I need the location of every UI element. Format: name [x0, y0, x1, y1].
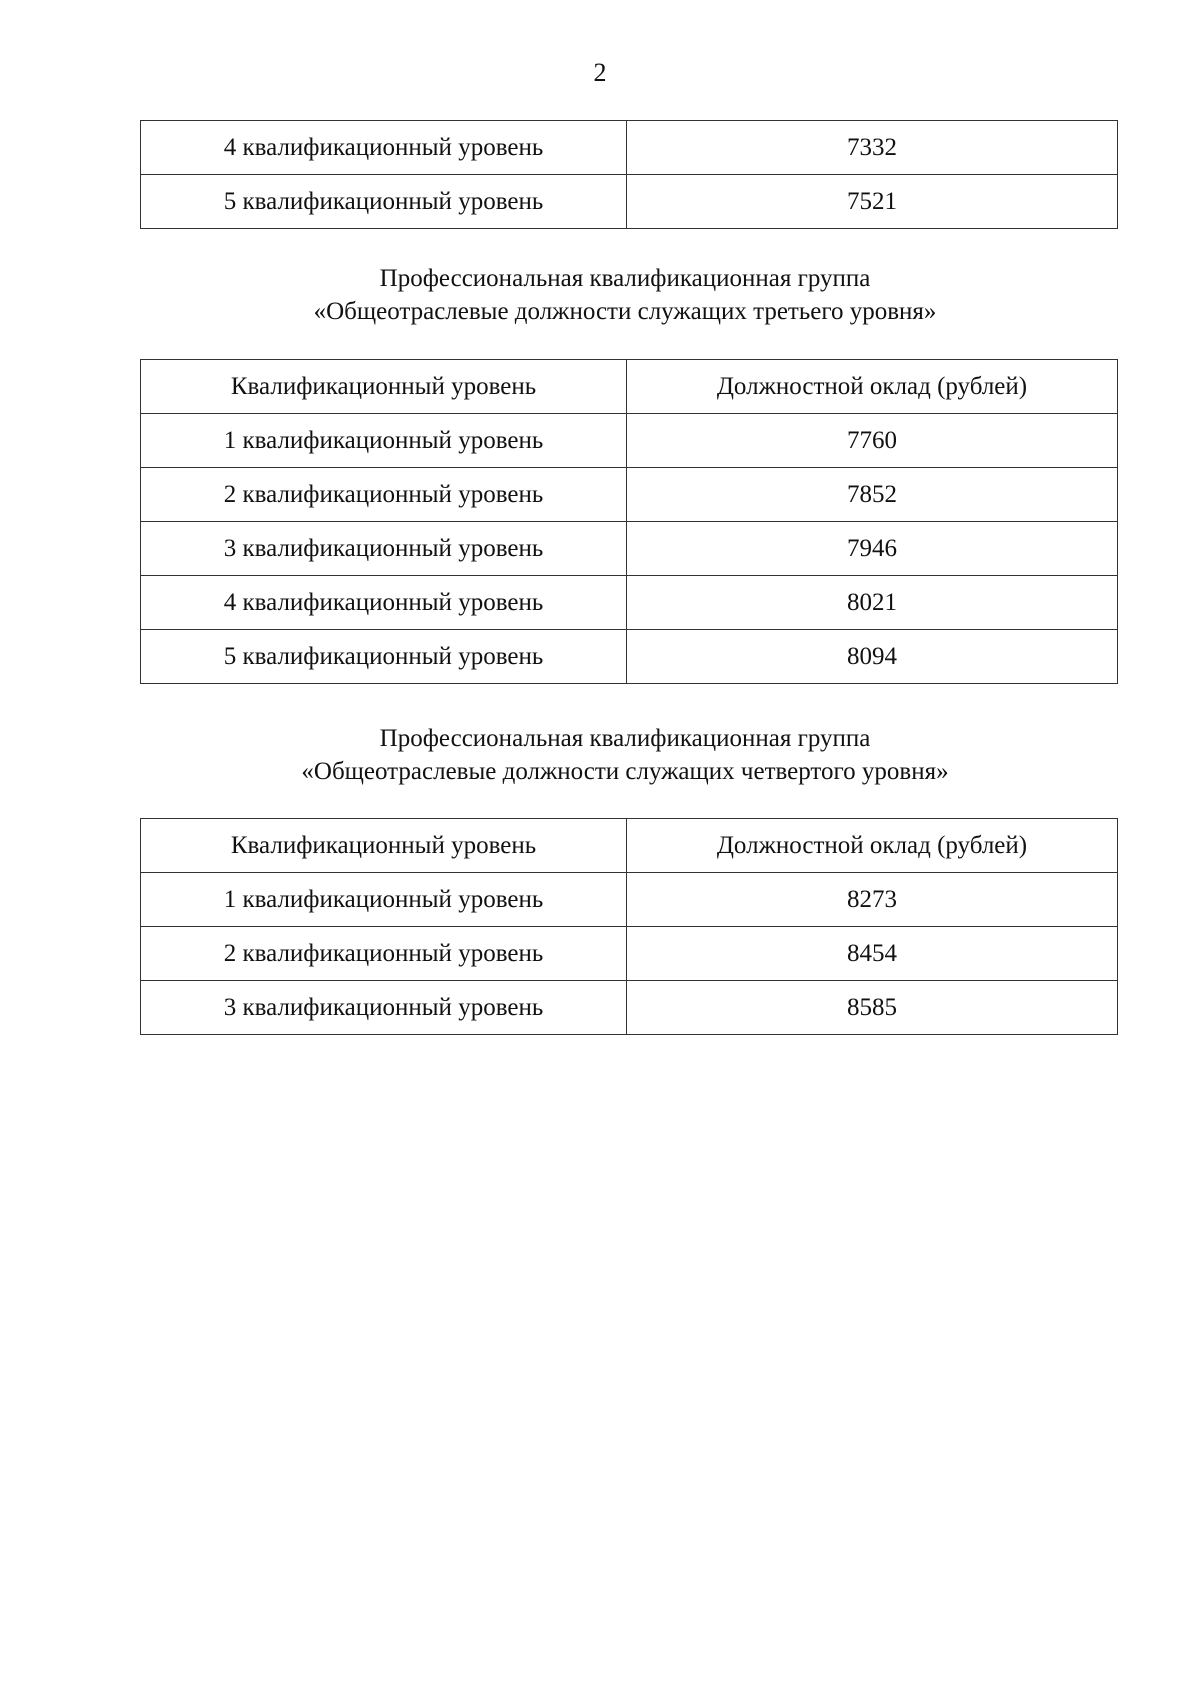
table-row — [141, 121, 1118, 175]
salary-table-continued — [140, 120, 1118, 229]
salary-cell: 7521 — [627, 175, 1118, 229]
table-row — [141, 576, 1118, 630]
salary-cell: 8273 — [627, 873, 1118, 927]
column-header-salary: Должностной оклад (рублей) — [627, 360, 1118, 414]
group-heading-line: «Общеотраслевые должности служащих третьего уровня» — [313, 298, 937, 325]
group-heading-line: Профессиональная квалификационная группа — [379, 265, 871, 292]
level-cell: 1 квалификационный уровень — [141, 873, 627, 927]
salary-table-third — [140, 359, 1118, 684]
salary-cell: 8454 — [627, 927, 1118, 981]
table-header-row — [141, 819, 1118, 873]
level-cell: 5 квалификационный уровень — [141, 175, 627, 229]
level-cell: 5 квалификационный уровень — [141, 630, 627, 684]
table-row — [141, 468, 1118, 522]
level-cell: 2 квалификационный уровень — [141, 927, 627, 981]
level-cell: 4 квалификационный уровень — [141, 121, 627, 175]
level-cell: 4 квалификационный уровень — [141, 576, 627, 630]
salary-cell: 7946 — [627, 522, 1118, 576]
salary-cell: 7852 — [627, 468, 1118, 522]
level-cell: 1 квалификационный уровень — [141, 414, 627, 468]
column-header-salary: Должностной оклад (рублей) — [627, 819, 1118, 873]
level-cell: 3 квалификационный уровень — [141, 522, 627, 576]
page-number: 2 — [593, 58, 607, 87]
column-header-level: Квалификационный уровень — [141, 360, 627, 414]
table-row — [141, 927, 1118, 981]
group-heading-line: «Общеотраслевые должности служащих четвертого уровня» — [301, 758, 949, 785]
level-cell: 3 квалификационный уровень — [141, 981, 627, 1035]
salary-cell: 7760 — [627, 414, 1118, 468]
group-heading-fourth — [0, 722, 1200, 788]
table-header-row — [141, 360, 1118, 414]
table-row — [141, 630, 1118, 684]
salary-cell: 8585 — [627, 981, 1118, 1035]
group-heading-line: Профессиональная квалификационная группа — [379, 725, 871, 752]
table-row — [141, 522, 1118, 576]
table-row — [141, 873, 1118, 927]
salary-table-fourth — [140, 818, 1118, 1035]
table-row — [141, 414, 1118, 468]
salary-cell: 7332 — [627, 121, 1118, 175]
column-header-level: Квалификационный уровень — [141, 819, 627, 873]
salary-cell: 8021 — [627, 576, 1118, 630]
table-row — [141, 981, 1118, 1035]
group-heading-third — [0, 262, 1200, 328]
table-row — [141, 175, 1118, 229]
salary-cell: 8094 — [627, 630, 1118, 684]
level-cell: 2 квалификационный уровень — [141, 468, 627, 522]
